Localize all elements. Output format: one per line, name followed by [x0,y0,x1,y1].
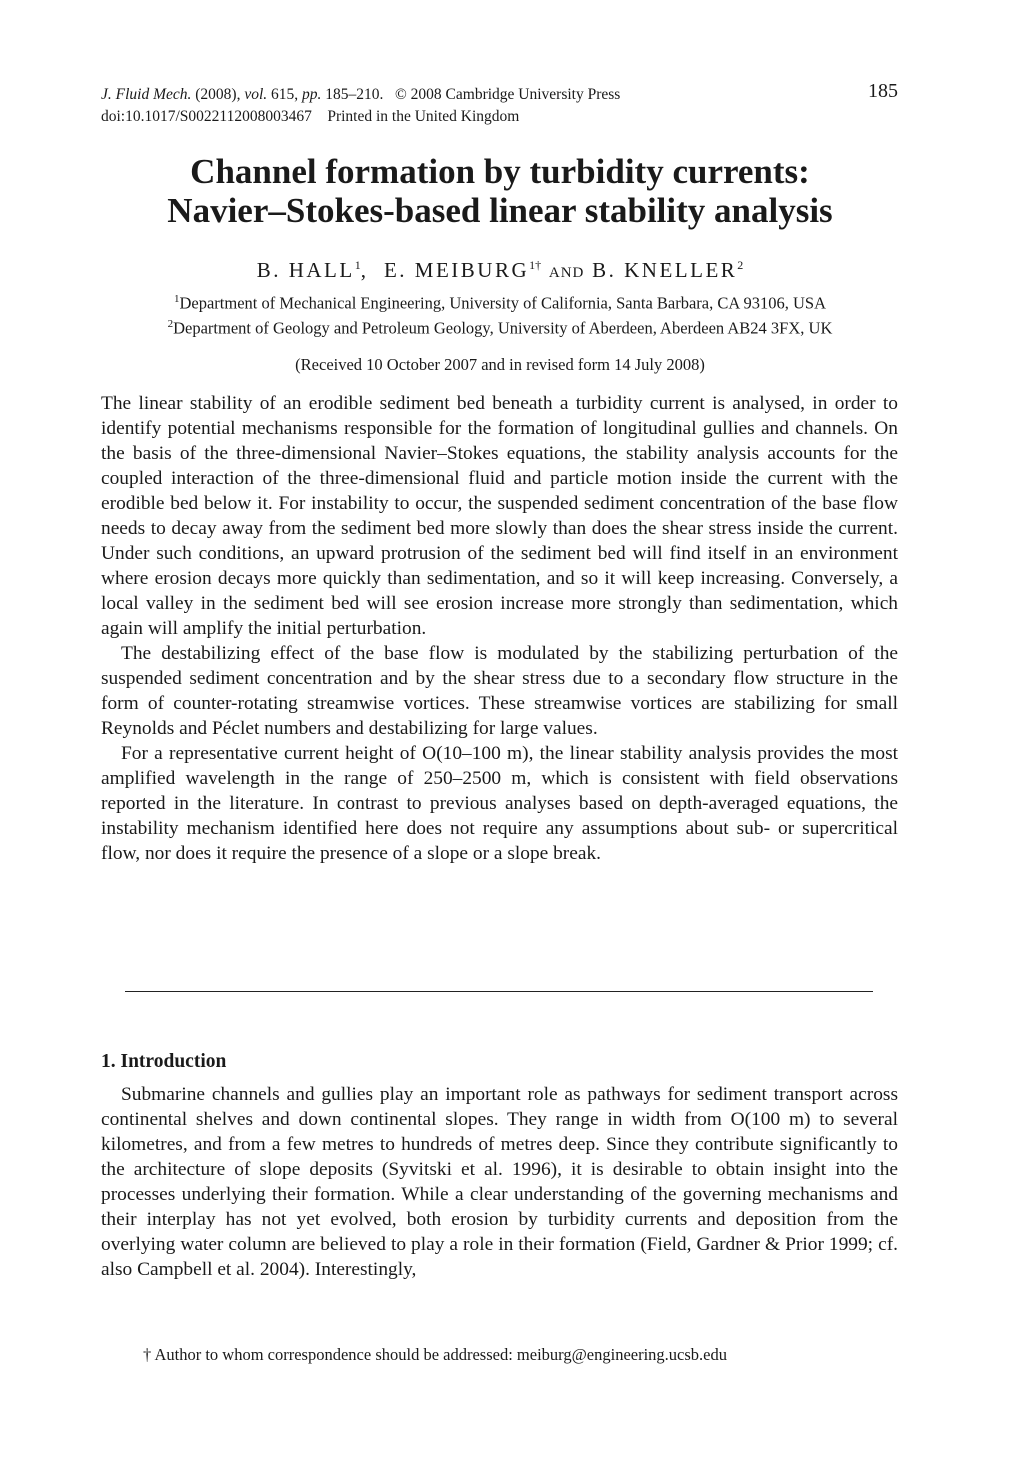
affiliation-1-text: Department of Mechanical Engineering, University of California, Santa Barbara, CA 93106, USA [179,293,827,313]
abstract [101,391,898,866]
copyright: © 2008 Cambridge University Press [395,86,621,103]
affiliation-2-text: Department of Geology and Petroleum Geology, University of Aberdeen, Aberdeen AB24 3FX, UK [173,318,833,338]
volume-label: vol. [244,86,268,103]
abstract-paragraph-2: The destabilizing effect of the base flow is modulated by the stabilizing perturbation of the suspended sediment concentration and by the shear stress due to a secondary flow structure in the form of counter-rotating streamwise vortices. These streamwise vortices are stabilizing for small Reynolds and Péclet numbers and destabilizing for large values. [101,643,898,739]
affiliation-2-marker: 2 [167,318,174,330]
author-3-affil: 2 [737,258,744,272]
author-and: AND [548,265,585,281]
abstract-paragraph-3: For a representative current height of O(10–100 m), the linear stability analysis provides the most amplified wavelength in the range of 250–2500 m, which is consistent with field observations reported in the literature. In contrast to previous analyses based on depth-averaged equations, the instability mechanism identified here does not require any assumptions about sub- or supercritical flow, nor does it require the presence of a slope or a slope break. [101,743,898,864]
journal-citation [101,84,620,106]
printed-in: Printed in the United Kingdom [327,108,520,125]
page-number: 185 [868,80,898,102]
affiliation-2 [0,318,1000,339]
pages: 185–210. [325,86,384,103]
volume: 615, [271,86,299,103]
author-3: B. KNELLER [592,258,738,282]
journal-year: (2008), [195,86,241,103]
abstract-paragraph-1: The linear stability of an erodible sediment bed beneath a turbidity current is analysed, in order to identify potential mechanisms responsible for the formation of longitudinal gullies and channels. On the basis of the three-dimensional Navier–Stokes equations, the stability analysis accounts for the coupled interaction of the three-dimensional fluid and particle motion inside the current with the erodible bed below it. For instability to occur, the suspended sediment concentration of the base flow needs to decay away from the sediment bed more slowly than does the shear stress inside the current. Under such conditions, an upward protrusion of the sediment bed will find itself in an environment where erosion decays more quickly than sedimentation, and so it will keep increasing. Conversely, a local valley in the sediment bed will see erosion increase more strongly than sedimentation, which again will amplify the initial perturbation. [101,393,898,639]
received-dates: (Received 10 October 2007 and in revised form 14 July 2008) [295,355,705,374]
paper-title [0,152,1000,230]
author-2: E. MEIBURG [383,258,530,282]
author-1-affil: 1 [354,258,361,272]
title-line-2: Navier–Stokes-based linear stability analysis [167,191,833,230]
pages-label: pp. [302,86,322,103]
introduction-paragraph: Submarine channels and gullies play an important role as pathways for sediment transport across continental shelves and down continental slopes. They range in width from O(100 m) to several kilometres, and from a few metres to hundreds of metres deep. Since they contribute significantly to the architecture of slope deposits (Syvitski et al. 1996), it is desirable to obtain insight into the processes underlying their formation. While a clear understanding of the governing mechanisms and their interplay has not yet evolved, both erosion by turbidity currents and deposition from the overlying water column are believed to play a role in their formation (Field, Gardner & Prior 1999; cf. also Campbell et al. 2004). Interestingly, [101,1084,898,1280]
abstract-divider [125,991,873,992]
title-line-1: Channel formation by turbidity currents: [190,152,810,191]
footnote: † Author to whom correspondence should be addressed: meiburg@engineering.ucsb.edu [143,1345,728,1364]
doi-line [101,106,519,128]
author-2-affil: 1† [529,258,542,272]
affiliation-1 [0,293,1000,314]
affiliation-1-marker: 1 [173,293,180,305]
authors: B. HALL$^1$, E. $MEIBURG^{1\dagger}$ AND B. KNELLER$^2$ [256,258,744,282]
section-heading: 1. Introduction [101,1051,227,1072]
author-1: B. HALL [256,258,355,282]
journal-name: J. Fluid Mech. [101,86,192,103]
doi: doi:10.1017/S0022112008003467 [101,108,312,125]
